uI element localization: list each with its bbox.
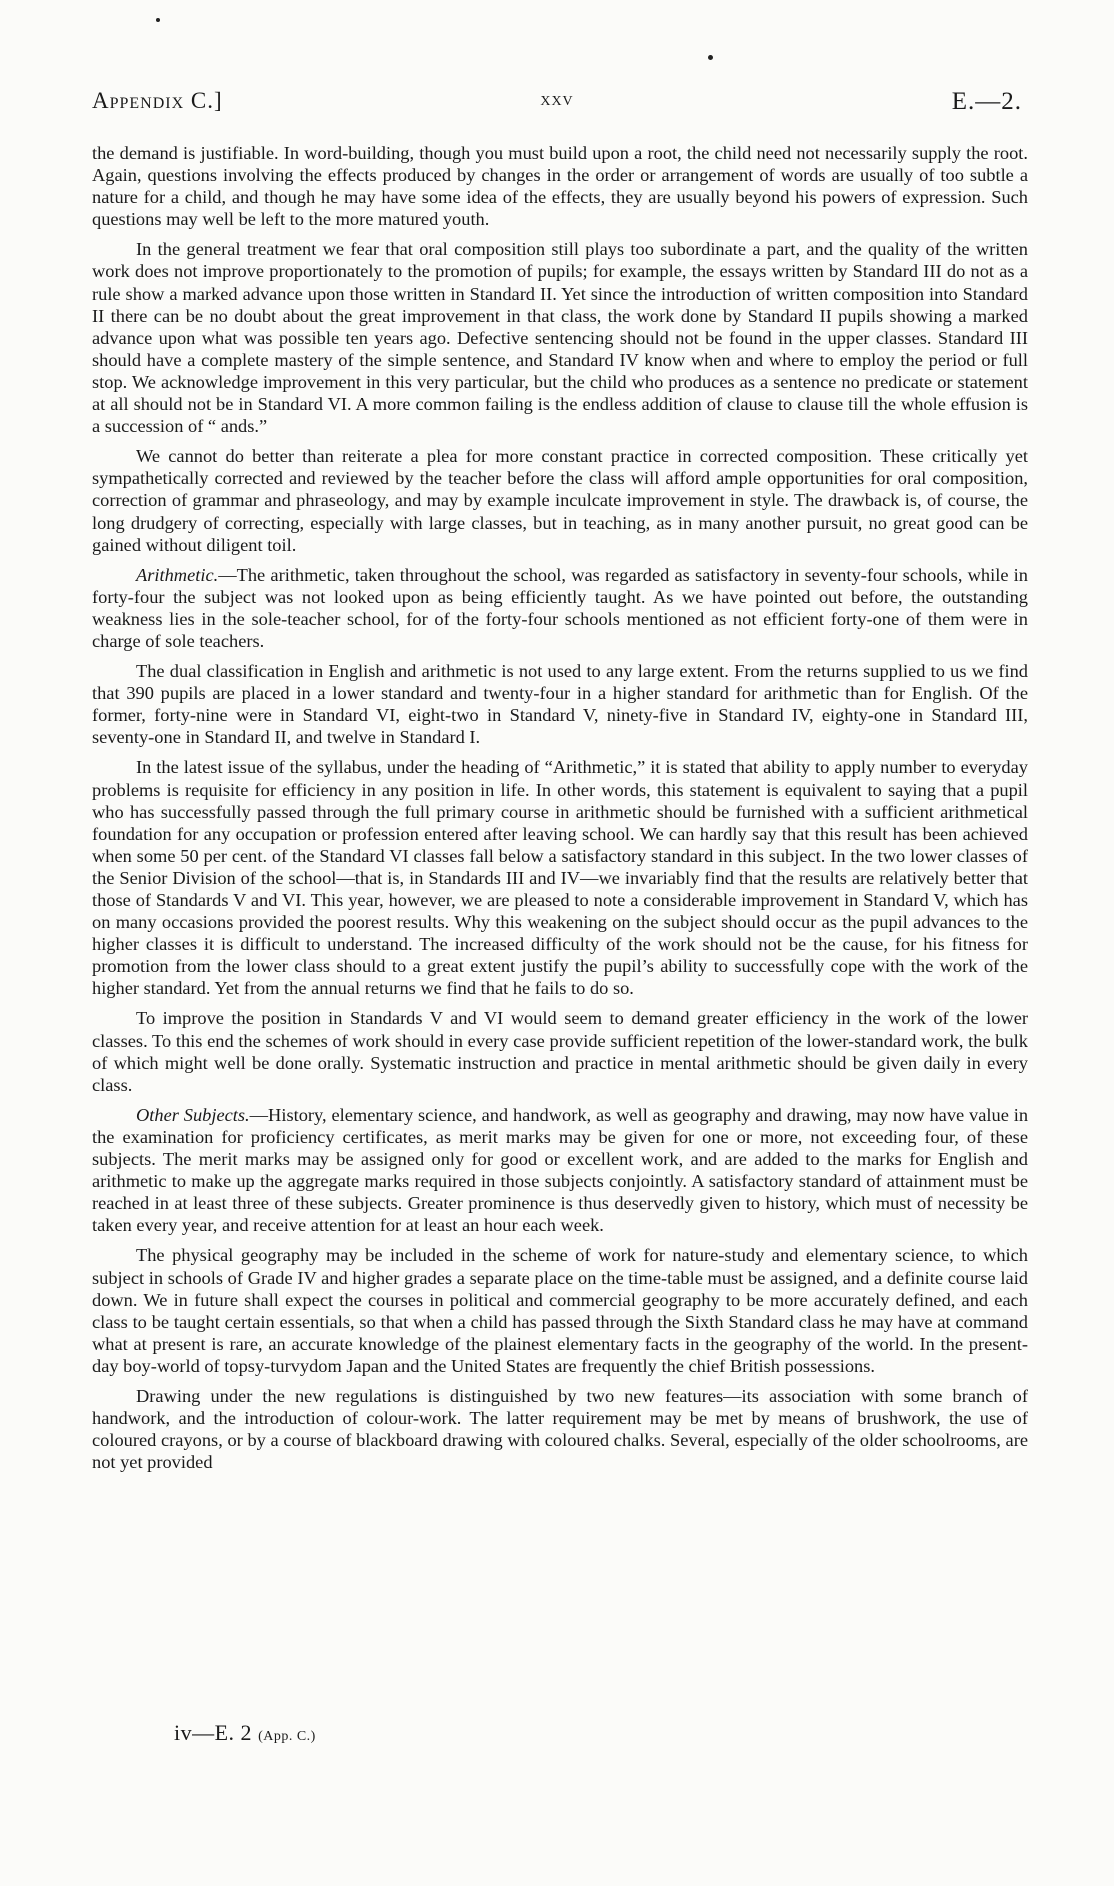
paragraph-arithmetic (92, 564, 1028, 652)
paragraph: In the latest issue of the syllabus, under the heading of “Arithmetic,” it is stated that ability to apply number to everyday problems is requisite for efficiency in any position in life. In other words, this statement is equivalent to saying that a pupil who has successfully passed through the full primary course in arithmetic should be furnished with a sufficient arithmetical foundation for any occupation or profession entered after leaving school. We can hardly say that this result has been achieved when some 50 per cent. of the Standard VI classes fall below a satisfactory standard in this subject. In the two lower classes of the Senior Division of the school—that is, in Standards III and IV—we invariably find that the results are relatively better that those of Standards V and VI. This year, however, we are pleased to note a considerable improvement in Standard V, which has on many occasions provided the poorest results. Why this weakening on the subject should occur as the pupil advances to the higher classes it is difficult to understand. The increased difficulty of the work should not be the cause, for his fitness for promotion from the lower class should to a great extent justify the pupil’s ability to successfully cope with the work of the higher standard. Yet from the annual returns we find that he fails to do so. (92, 757, 1028, 999)
speck-mark (156, 18, 160, 22)
section-heading-other-subjects: Other Subjects. (136, 1104, 250, 1125)
body-text (92, 142, 1028, 1481)
paragraph-text: The arithmetic, taken throughout the school, was regarded as satisfactory in seventy-four schools, while in forty-four the subject was not looked upon as being efficiently taught. As we have pointed out before, the outstanding weakness lies in the sole-teacher school, for of the forty-four schools mentioned as not efficient forty-one of them were in charge of sole teachers. (92, 564, 1028, 651)
heading-dash: — (249, 1104, 269, 1125)
footer-appendix-ref: (App. C.) (258, 1729, 316, 1744)
paragraph: The physical geography may be included in the scheme of work for nature-study and elementary science, to which subject in schools of Grade IV and higher grades a separate place on the time-table must be assigned, and a definite course laid down. We in future shall expect the courses in political and commercial geography to be more accurately defined, and each class to be taught certain essentials, so that when a child has passed through the Sixth Standard class he may have at command what at present is rare, an accurate knowledge of the plainest elementary facts in the geography of the world. In the present-day boy-world of topsy-turvydom Japan and the United States are frequently the chief British possessions. (92, 1245, 1028, 1376)
paragraph: The dual classification in English and arithmetic is not used to any large extent. From the returns supplied to us we find that 390 pupils are placed in a lower standard and twenty-four in a higher standard for arithmetic than for English. Of the former, forty-nine were in Standard VI, eight-two in Standard V, ninety-five in Standard IV, eighty-one in Standard III, seventy-one in Standard II, and twelve in Standard I. (92, 661, 1028, 748)
document-code: E.—2. (951, 88, 1022, 115)
paragraph: In the general treatment we fear that oral composition still plays too subordinate a part, and the quality of the written work does not improve proportionately to the promotion of pupils; for example, the essays written by Standard III do not as a rule show a marked advance upon those written in Standard II. Yet since the introduction of written composition into Standard II there can be no doubt about the great improvement in that class, the work done by Standard II pupils showing a marked advance upon what was possible ten years ago. Defective sentencing should not be found in the upper classes. Standard III should have a complete mastery of the simple sentence, and Standard IV know when and where to employ the period or full stop. We acknowledge improvement in this very particular, but the child who produces as a sentence no predicate or statement at all should not be in Standard VI. A more common failing is the endless addition of clause to clause till the whole effusion is a succession of “ ands.” (92, 239, 1028, 437)
paragraph: the demand is justifiable. In word-building, though you must build upon a root, the child need not necessarily supply the root. Again, questions involving the effects produced by changes in the order or arrangement of words are usually of too subtle a nature for a child, and though he may have some idea of the effects, they are usually beyond his powers of expression. Such questions may well be left to the more matured youth. (92, 143, 1028, 230)
paragraph-text: History, elementary science, and handwork, as well as geography and drawing, may now have value in the examination for proficiency certificates, as merit marks may be given for one or more, not exceeding four, of these subjects. The merit marks may be assigned only for good or excellent work, and are added to the marks for English and arithmetic to make up the aggregate marks required in those subjects conjointly. A satisfactory standard of attainment must be reached in at least three of these subjects. Greater prominence is thus deservedly given to history, which must of necessity be taken every year, and receive attention for at least an hour each week. (92, 1104, 1029, 1236)
heading-dash: — (218, 564, 237, 585)
page-footer (174, 1720, 316, 1746)
paragraph: To improve the position in Standards V and VI would seem to demand greater efficiency in the work of the lower classes. To this end the schemes of work should in every case provide sufficient repetition of the lower-standard work, the bulk of which might well be done orally. Systematic instruction and practice in mental arithmetic should be given daily in every class. (92, 1008, 1028, 1095)
page-header (92, 88, 1022, 128)
paragraph: We cannot do better than reiterate a plea for more constant practice in corrected composition. These critically yet sympathetically corrected and reviewed by the teacher before the class will afford ample opportunities for oral composition, correction of grammar and phraseology, and may by example inculcate improvement in style. The drawback is, of course, the long drudgery of correcting, especially with large classes, but in teaching, as in many another pursuit, no great good can be gained without diligent toil. (92, 446, 1028, 555)
header-appendix: Appendix C.] (92, 88, 223, 113)
paragraph: Drawing under the new regulations is distinguished by two new features—its association with some branch of handwork, and the introduction of colour-work. The latter requirement may be met by means of brushwork, the use of coloured crayons, or by a course of blackboard drawing with coloured chalks. Several, especially of the older schoolrooms, are not yet provided (92, 1385, 1028, 1473)
page-number: xxv (540, 88, 574, 110)
paragraph-other-subjects (92, 1104, 1028, 1237)
speck-mark (708, 55, 713, 60)
footer-signature: iv—E. 2 (174, 1720, 253, 1745)
section-heading-arithmetic: Arithmetic. (136, 564, 219, 585)
